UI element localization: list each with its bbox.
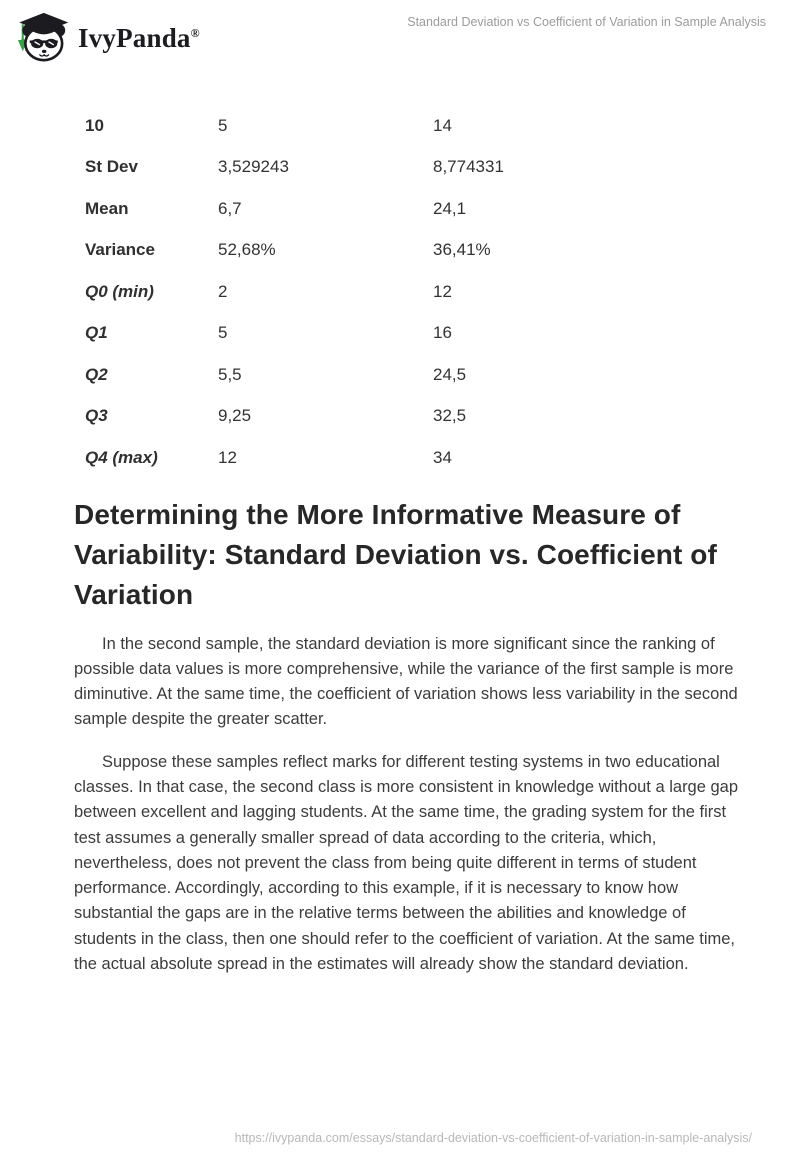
sample1-value: 5 bbox=[218, 323, 228, 343]
table-row bbox=[0, 396, 800, 438]
row-label: Q4 (max) bbox=[85, 447, 158, 467]
sample2-value: 24,5 bbox=[433, 364, 467, 384]
sample2-value: 34 bbox=[433, 447, 452, 467]
row-label: St Dev bbox=[85, 157, 138, 177]
brand-logo bbox=[14, 8, 200, 64]
statistics-table bbox=[0, 105, 800, 479]
sample2-value: 8,774331 bbox=[433, 157, 504, 177]
document-title-header: Standard Deviation vs Coefficient of Variation in Sample Analysis bbox=[407, 15, 766, 29]
page-footer bbox=[235, 1131, 752, 1145]
sample1-value: 52,68% bbox=[218, 240, 276, 260]
section-heading: Determining the More Informative Measure of Variability: Standard Deviation vs. Coefficient of Variation bbox=[74, 498, 717, 610]
table-row bbox=[0, 313, 800, 355]
brand-name: IvyPanda® bbox=[78, 23, 200, 53]
registered-trademark-symbol: ® bbox=[190, 26, 200, 40]
paragraph: Suppose these samples reflect marks for different testing systems in two educational classes. In that case, the second class is more consistent in knowledge without a large gap between excellent and lagging students. At the same time, the grading system for the first test assumes a generally smaller spread of data according to the criteria, which, nevertheless, does not prevent the class from being quite different in terms of student performance. Accordingly, according to this example, if it is necessary to know how substantial the gaps are in the relative terms between the abilities and knowledge of students in the class, then one should refer to the coefficient of variation. At the same time, the actual absolute spread in the estimates will already show the standard deviation. bbox=[74, 752, 739, 974]
table-row bbox=[0, 147, 800, 189]
table-row bbox=[0, 271, 800, 313]
row-label: Q2 bbox=[85, 364, 108, 384]
sample1-value: 2 bbox=[218, 281, 228, 301]
sample2-value: 36,41% bbox=[433, 240, 491, 260]
table-row bbox=[0, 230, 800, 272]
essay-content bbox=[0, 495, 800, 978]
sample2-value: 14 bbox=[433, 115, 452, 135]
page-header bbox=[0, 0, 800, 64]
sample1-value: 3,529243 bbox=[218, 157, 289, 177]
row-label: Variance bbox=[85, 240, 155, 260]
table-row bbox=[0, 354, 800, 396]
sample1-value: 5,5 bbox=[218, 364, 242, 384]
source-url-link[interactable]: https://ivypanda.com/essays/standard-deviation-vs-coefficient-of-variation-in-sample-analysis/ bbox=[234, 1131, 752, 1145]
table-row bbox=[0, 105, 800, 147]
table-row bbox=[0, 437, 800, 479]
sample1-value: 5 bbox=[218, 115, 228, 135]
sample2-value: 12 bbox=[433, 281, 452, 301]
sample1-value: 9,25 bbox=[218, 406, 252, 426]
sample2-value: 24,1 bbox=[433, 198, 467, 218]
row-label: 10 bbox=[85, 115, 104, 135]
table-row bbox=[0, 188, 800, 230]
row-label: Q0 (min) bbox=[85, 281, 154, 301]
sample1-value: 6,7 bbox=[218, 198, 242, 218]
row-label: Q3 bbox=[85, 406, 108, 426]
paragraph: In the second sample, the standard deviation is more significant since the ranking of possible data values is more comprehensive, while the variance of the first sample is more diminutive. At the same time, the coefficient of variation shows less variability in the second sample despite the greater scatter. bbox=[74, 634, 738, 729]
sample2-value: 32,5 bbox=[433, 406, 467, 426]
sample2-value: 16 bbox=[433, 323, 452, 343]
row-label: Mean bbox=[85, 198, 129, 218]
ivypanda-panda-logo-icon bbox=[14, 11, 70, 62]
row-label: Q1 bbox=[85, 323, 108, 343]
sample1-value: 12 bbox=[218, 447, 237, 467]
